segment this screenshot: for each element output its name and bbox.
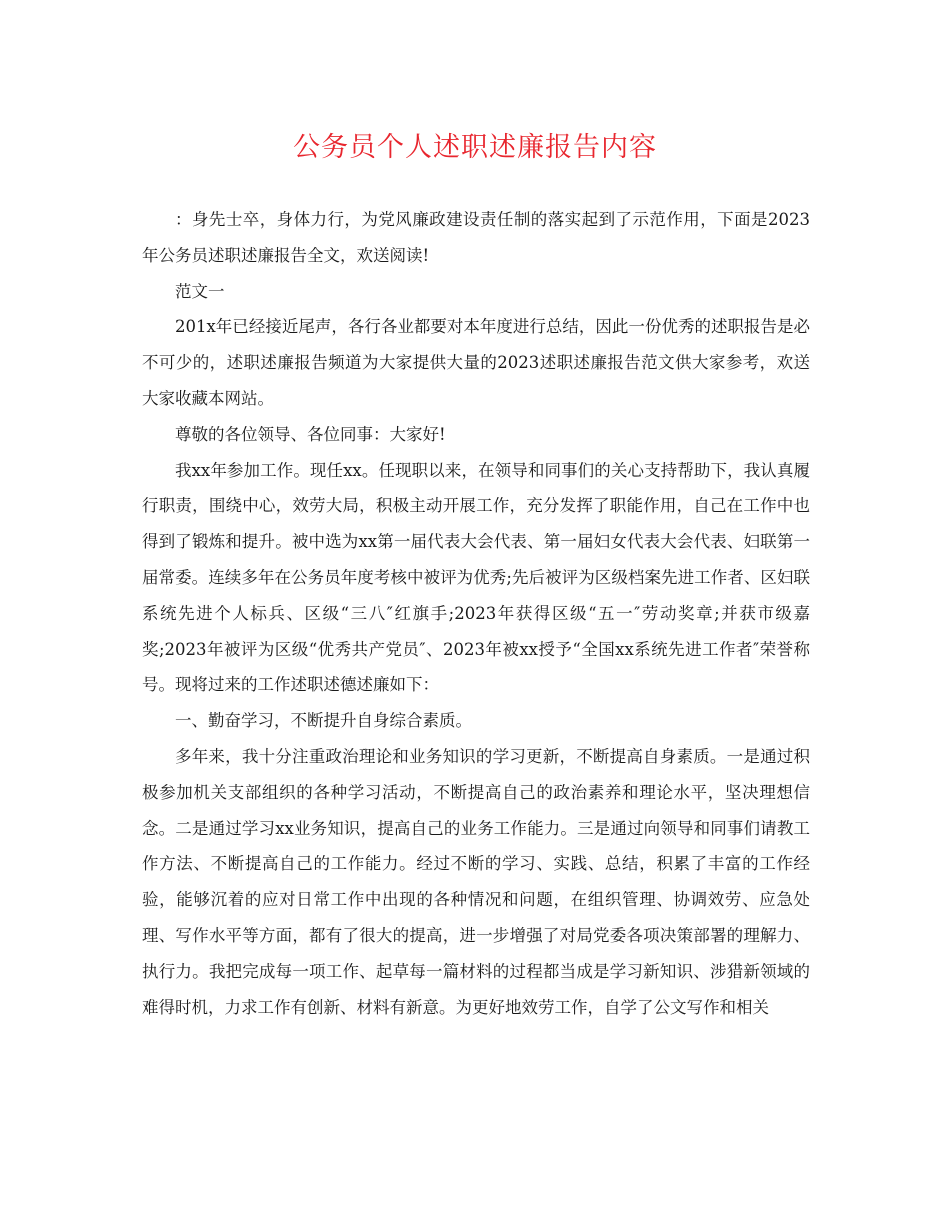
paragraph-work-history: 我xx年参加工作。现任xx。任现职以来，在领导和同事们的关心支持帮助下，我认真履行职责，围绕中心，效劳大局，积极主动开展工作，充分发挥了职能作用，自己在工作中也得到了锻炼和提升。被中选为xx第一届代表大会代表、第一届妇女代表大会代表、妇联第一届常委。连续多年在公务员年度考核中被评为优秀;先后被评为区级档案先进工作者、区妇联系统先进个人标兵、区级“三八″红旗手;2023年获得区级“五一″劳动奖章;并获市级嘉奖;2023年被评为区级“优秀共产党员″、2023年被xx授予“全国xx系统先进工作者″荣誉称号。现将过来的工作述职述德述廉如下：	[142, 460, 810, 695]
paragraph-greeting: 尊敬的各位领导、各位同事：大家好!	[175, 424, 446, 444]
paragraph-study: 多年来，我十分注重政治理论和业务知识的学习更新，不断提高自身素质。一是通过积极参加机关支部组织的各种学习活动，不断提高自己的政治素养和理论水平，坚决理想信念。二是通过学习xx业务知识，提高自己的业务工作能力。三是通过向领导和同事们请教工作方法、不断提高自己的工作能力。经过不断的学习、实践、总结，积累了丰富的工作经验，能够沉着的应对日常工作中出现的各种情况和问题，在组织管理、协调效劳、应急处理、写作水平等方面，都有了很大的提高，进一步增强了对局党委各项决策部署的理解力、执行力。我把完成每一项工作、起草每一篇材料的过程都当成是学习新知识、涉猎新领域的难得时机，力求工作有创新、材料有新意。为更好地效劳工作，自学了公文写作和相关	[142, 746, 810, 1017]
paragraph-section-heading-1: 一、勤奋学习，不断提升自身综合素质。	[175, 711, 472, 731]
document-title: 公务员个人述职述廉报告内容	[293, 132, 657, 163]
paragraph-intro: ：身先士卒，身体力行，为党风廉政建设责任制的落实起到了示范作用，下面是2023年公务员述职述廉报告全文，欢送阅读!	[142, 210, 810, 265]
paragraph-sample-heading: 范文一	[175, 281, 225, 301]
paragraph-year-summary: 201x年已经接近尾声，各行各业都要对本年度进行总结，因此一份优秀的述职报告是必不可少的，述职述廉报告频道为大家提供大量的2023述职述廉报告范文供大家参考，欢送大家收藏本网站。	[142, 317, 810, 408]
document-body	[142, 202, 810, 1025]
